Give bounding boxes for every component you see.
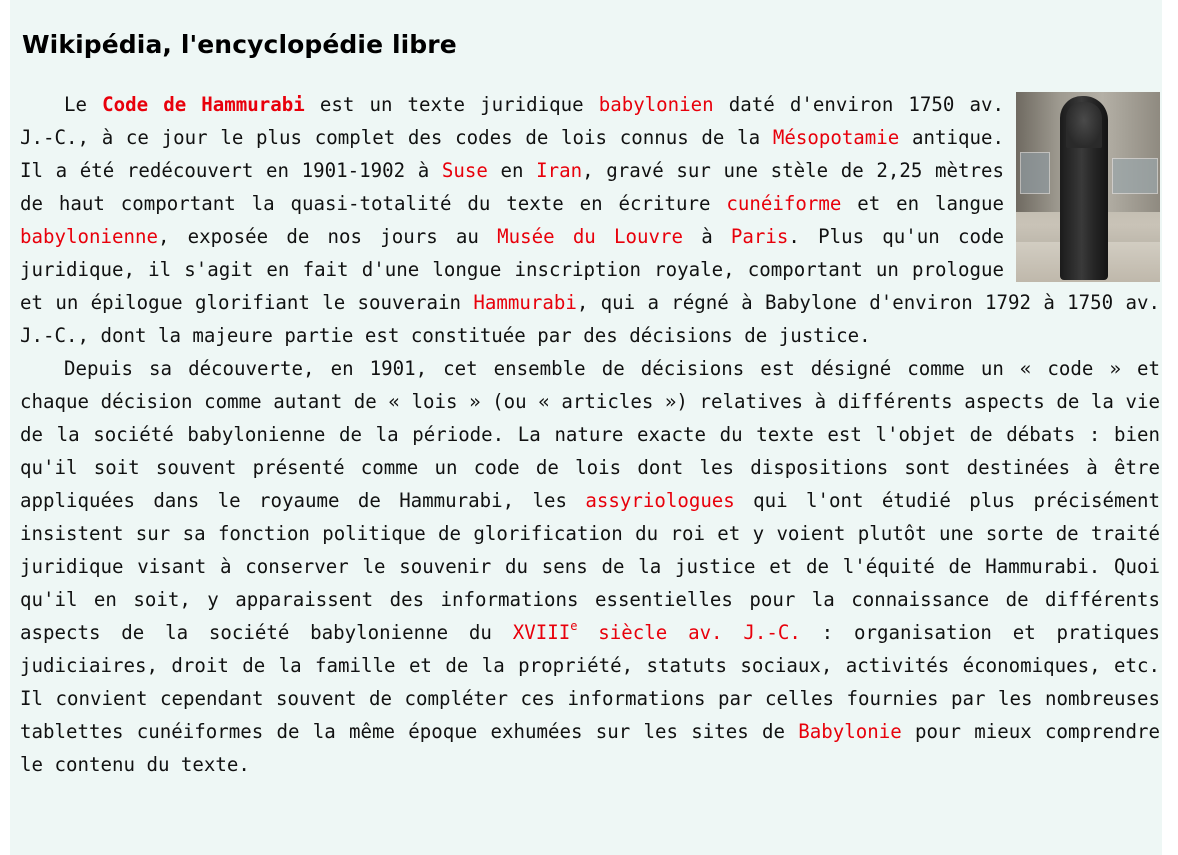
wiki-link-label: Babylonie — [798, 720, 902, 743]
paragraph-intro — [20, 88, 1160, 352]
wiki-link[interactable] — [726, 192, 841, 215]
body-text: daté d'environ 1750 av. J.-C., à ce jour le plus complet des codes de lois connus de la — [20, 93, 1004, 149]
body-text: Depuis sa découverte, en 1901, cet ensemble de décisions est désigné comme un « code » et chaque décision comme autant de « lois » (ou « articles ») relatives à différents aspects de la vie de la société babylonienne de la période. La nature exacte du texte est l'objet de débats : bien qu'il soit souvent présenté comme un code de lois dont les dispositions sont destinées à être appliquées dans le royaume de Hammurabi, les — [20, 357, 1160, 512]
paragraph-discovery — [20, 352, 1160, 781]
wiki-link-label: siècle av. J.-C. — [577, 621, 801, 644]
wiki-link-label: Code de Hammurabi — [102, 93, 305, 116]
body-text: à — [683, 225, 731, 248]
body-text: , qui a régné à Babylone d'environ 1792 à 1750 av. J.-C., dont la majeure partie est constituée par des décisions de justice. — [20, 291, 1160, 347]
wiki-link-label: babylonienne — [20, 225, 158, 248]
body-text: et en langue — [841, 192, 1004, 215]
wiki-link-label: Iran — [536, 159, 583, 182]
article-body — [20, 88, 1160, 781]
wiki-link[interactable] — [513, 621, 801, 644]
body-text: qui l'ont étudié plus précisément insistent sur sa fonction politique de glorification du roi et y voient plutôt une sorte de traité juridique visant à conserver le souvenir du sens de la justice et de l'équité de Hammurabi. Quoi qu'il en soit, y apparaissent des informations essentielles pour la connaissance de différents aspects de la société babylonienne du — [20, 489, 1160, 644]
wiki-link-label: babylonien — [598, 93, 714, 116]
stele-photo-icon[interactable] — [1016, 92, 1160, 282]
wiki-link[interactable] — [773, 126, 899, 149]
wiki-link[interactable] — [798, 720, 901, 743]
wiki-link-label: XVIII — [512, 621, 571, 644]
wiki-link-label: cunéiforme — [726, 192, 842, 215]
wiki-link[interactable] — [585, 489, 734, 512]
wiki-link-label: Paris — [730, 225, 789, 248]
wiki-link-label: Suse — [441, 159, 488, 182]
wiki-link[interactable] — [731, 225, 788, 248]
body-text: est un texte juridique — [304, 93, 599, 116]
wiki-link[interactable] — [497, 225, 683, 248]
body-text: pour mieux comprendre le contenu du texte. — [20, 720, 1160, 776]
body-text: antique. Il a été redécouvert en 1901-1902 à — [20, 126, 1004, 182]
wiki-link[interactable] — [20, 225, 158, 248]
body-text: en — [487, 159, 537, 182]
wiki-link-label: Musée du Louvre — [497, 225, 683, 248]
wiki-link[interactable] — [473, 291, 576, 314]
wiki-link[interactable] — [536, 159, 582, 182]
body-text: Le — [64, 93, 103, 116]
wiki-link[interactable] — [599, 93, 714, 116]
superscript: e — [570, 619, 578, 633]
body-text: , gravé sur une stèle de 2,25 mètres de haut comportant la quasi-totalité du texte en écriture — [20, 159, 1004, 215]
body-text: , exposée de nos jours au — [157, 225, 498, 248]
wiki-link[interactable] — [102, 93, 305, 116]
wiki-link[interactable] — [442, 159, 488, 182]
page-title: Wikipédia, l'encyclopédie libre — [22, 30, 457, 59]
body-text: . Plus qu'un code juridique, il s'agit en fait d'une longue inscription royale, comportant un prologue et un épilogue glorifiant le souverain — [20, 225, 1004, 314]
wiki-link-label: Mésopotamie — [772, 126, 900, 149]
page — [10, 0, 1162, 855]
wiki-link-label: assyriologues — [585, 489, 735, 512]
wiki-link-label: Hammurabi — [473, 291, 577, 314]
body-text: : organisation et pratiques judiciaires, droit de la famille et de la propriété, statuts sociaux, activités économiques, etc. Il convient cependant souvent de compléter ces informations par celles fournies par les nombreuses tablettes cunéiformes de la même époque exhumées sur les sites de — [20, 621, 1161, 743]
